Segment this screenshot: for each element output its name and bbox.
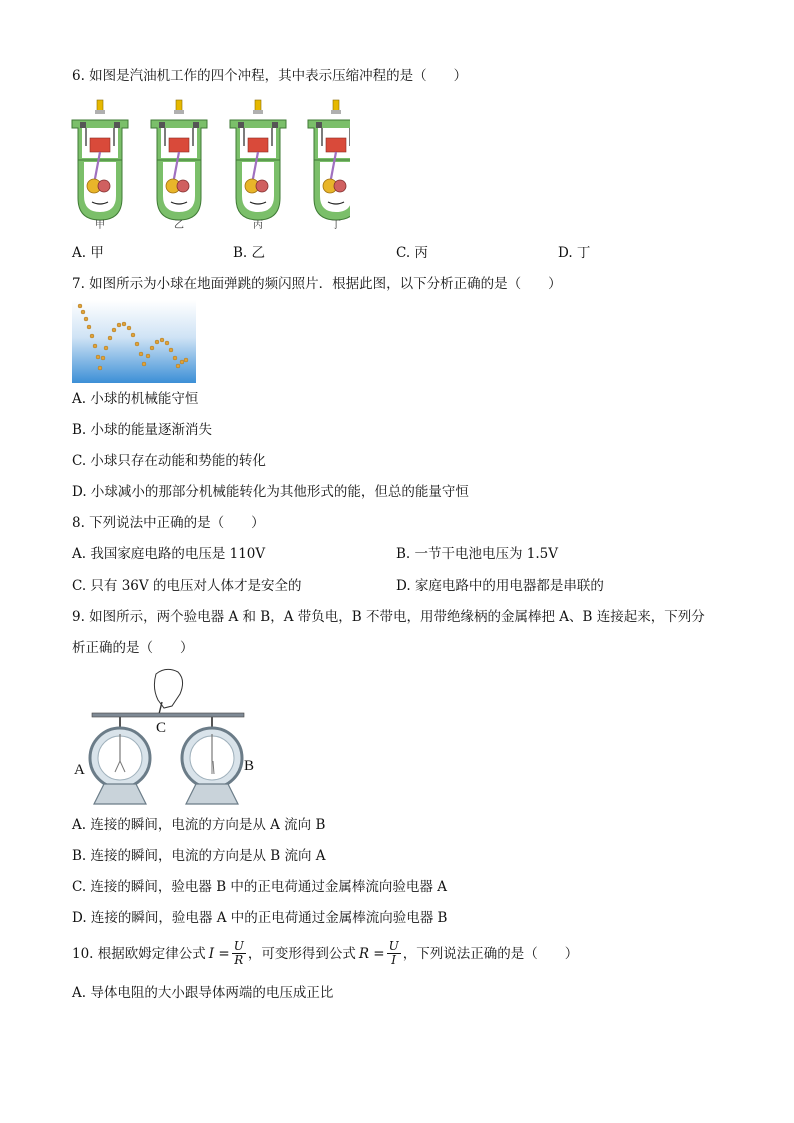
q10-formula2-lhs: R = bbox=[358, 945, 385, 962]
q6-option-b[interactable]: B. 乙 bbox=[233, 245, 266, 261]
q8-option-b[interactable]: B. 一节干电池电压为 1.5V bbox=[396, 546, 559, 562]
q10-stem-post: ，下列说法正确的是（ ） bbox=[402, 945, 579, 962]
engine-strokes-figure bbox=[70, 98, 350, 234]
label-c: C bbox=[156, 720, 167, 736]
q10-formula1-numerator: U bbox=[233, 939, 244, 953]
q6-option-a[interactable]: A. 甲 bbox=[72, 245, 104, 261]
q10-formula1-fraction bbox=[232, 940, 246, 967]
q8-option-a[interactable]: A. 我国家庭电路的电压是 110V bbox=[72, 546, 266, 562]
q9-option-c[interactable]: C. 连接的瞬间，验电器 B 中的正电荷通过金属棒流向验电器 A bbox=[72, 879, 447, 895]
q10-formula2-denominator: I bbox=[391, 953, 397, 967]
engine-label-yi: 乙 bbox=[174, 220, 184, 231]
engine-label-ding: 丁 bbox=[331, 220, 341, 231]
q7-option-c[interactable]: C. 小球只存在动能和势能的转化 bbox=[72, 453, 266, 469]
q9-option-d[interactable]: D. 连接的瞬间，验电器 A 中的正电荷通过金属棒流向验电器 B bbox=[72, 910, 448, 926]
q7-stem: 7. 如图所示为小球在地面弹跳的频闪照片．根据此图，以下分析正确的是（ ） bbox=[72, 276, 562, 292]
q8-option-d[interactable]: D. 家庭电路中的用电器都是串联的 bbox=[396, 578, 604, 594]
engine-label-bing: 丙 bbox=[253, 220, 263, 231]
q6-option-d[interactable]: D. 丁 bbox=[558, 245, 591, 261]
label-b: B bbox=[244, 758, 255, 774]
q8-stem: 8. 下列说法中正确的是（ ） bbox=[72, 515, 265, 531]
q10-formula1-lhs: I = bbox=[208, 945, 230, 962]
q9-stem-line2: 析正确的是（ ） bbox=[72, 640, 194, 656]
bouncing-ball-photo bbox=[72, 300, 196, 383]
q7-option-b[interactable]: B. 小球的能量逐渐消失 bbox=[72, 422, 213, 438]
q10-stem-pre: 10. 根据欧姆定律公式 bbox=[72, 945, 206, 962]
q10-formula2-fraction bbox=[387, 940, 401, 967]
engine-label-jia: 甲 bbox=[95, 220, 105, 231]
q7-option-a[interactable]: A. 小球的机械能守恒 bbox=[72, 391, 199, 407]
q9-option-a[interactable]: A. 连接的瞬间，电流的方向是从 A 流向 B bbox=[72, 817, 326, 833]
q9-stem-line1: 9. 如图所示，两个验电器 A 和 B，A 带负电，B 不带电，用带绝缘柄的金属棒把 A、B 连接起来，下列分 bbox=[72, 609, 705, 625]
q9-option-b[interactable]: B. 连接的瞬间，电流的方向是从 B 流向 A bbox=[72, 848, 326, 864]
q7-option-d[interactable]: D. 小球减小的那部分机械能转化为其他形式的能，但总的能量守恒 bbox=[72, 484, 469, 500]
q10-stem-mid: ，可变形得到公式 bbox=[247, 945, 356, 962]
q6-option-c[interactable]: C. 丙 bbox=[396, 245, 428, 261]
electroscopes-figure bbox=[70, 666, 270, 808]
q8-option-c[interactable]: C. 只有 36V 的电压对人体才是安全的 bbox=[72, 578, 302, 594]
q6-stem: 6. 如图是汽油机工作的四个冲程，其中表示压缩冲程的是（ ） bbox=[72, 68, 468, 84]
q10-stem bbox=[72, 940, 578, 967]
label-a: A bbox=[74, 762, 85, 778]
q10-formula2-numerator: U bbox=[388, 939, 399, 953]
q10-option-a[interactable]: A. 导体电阻的大小跟导体两端的电压成正比 bbox=[72, 985, 334, 1001]
q10-formula1-denominator: R bbox=[234, 953, 244, 967]
